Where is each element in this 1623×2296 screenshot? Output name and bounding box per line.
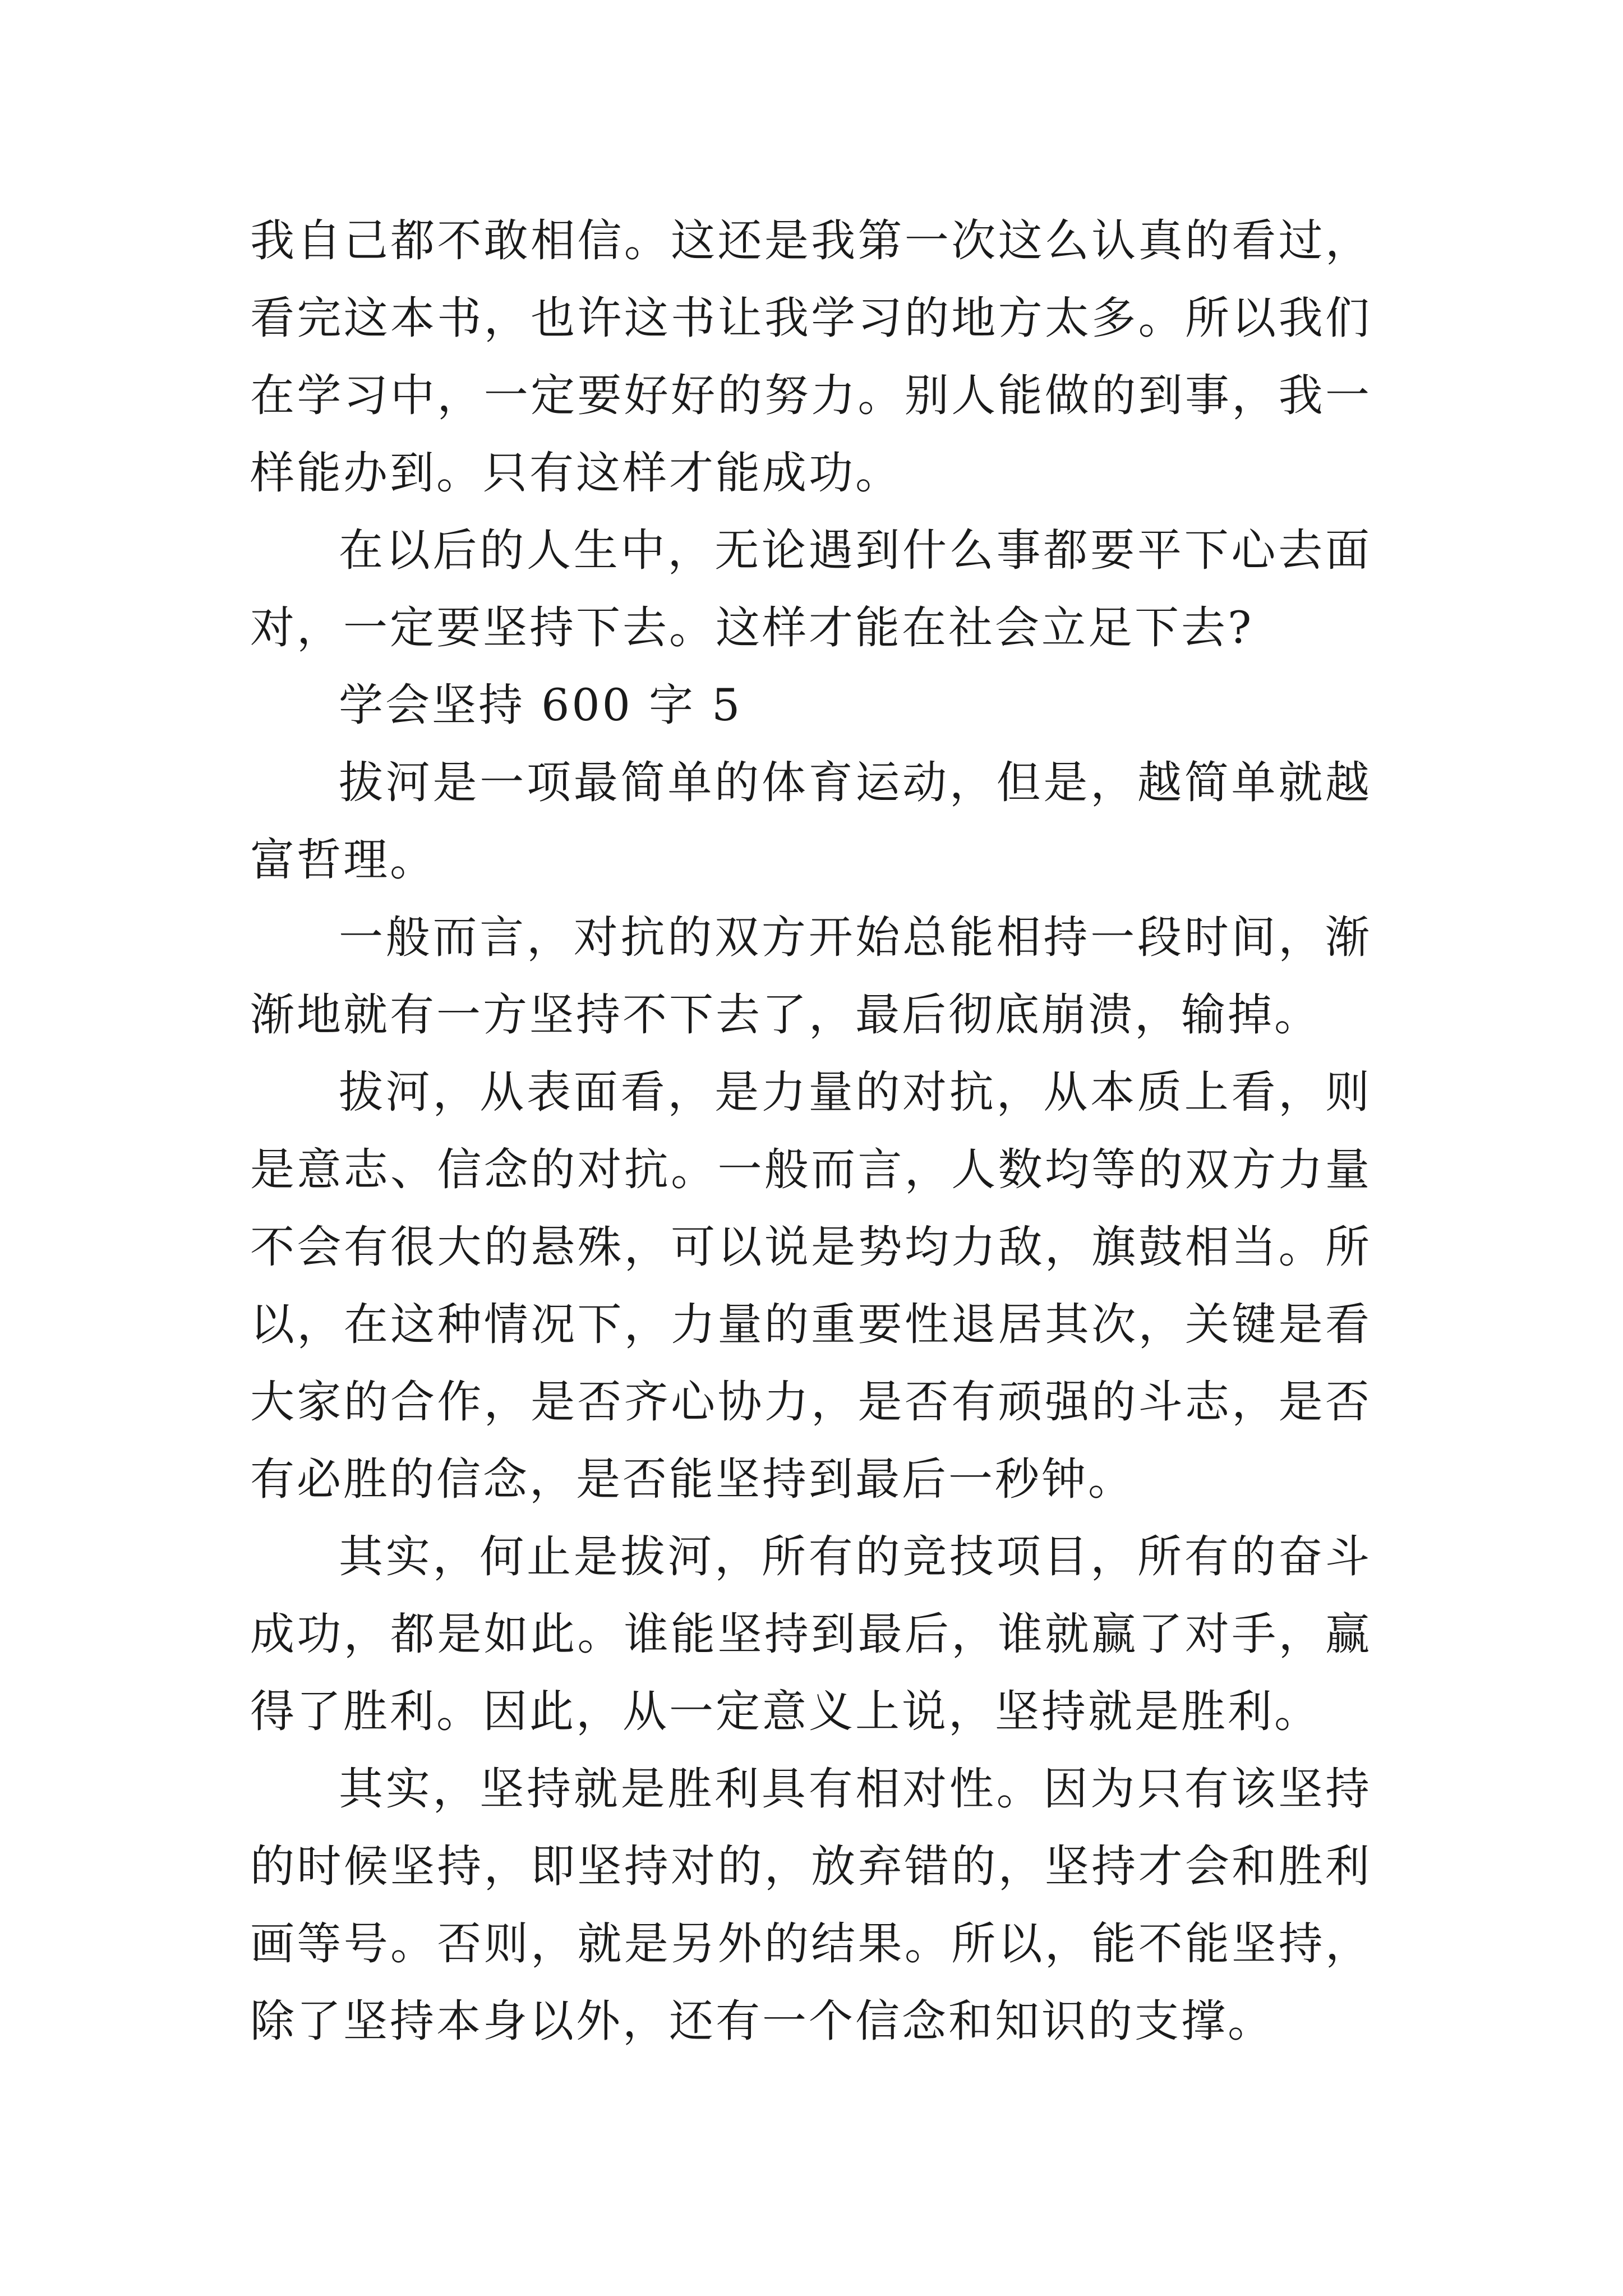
paragraph: 一般而言，对抗的双方开始总能相持一段时间，渐渐地就有一方坚持不下去了，最后彻底崩溃，输掉。 — [250, 912, 1372, 1041]
body-text — [250, 202, 1372, 2060]
paragraph: 在以后的人生中，无论遇到什么事都要平下心去面对，一定要坚持下去。这样才能在社会立足下去? — [250, 524, 1372, 654]
paragraph: 其实，何止是拔河，所有的竞技项目，所有的奋斗成功，都是如此。谁能坚持到最后，谁就赢了对手，赢得了胜利。因此，从一定意义上说，坚持就是胜利。 — [250, 1531, 1372, 1737]
paragraph: 拔河是一项最简单的体育运动，但是，越简单就越富哲理。 — [250, 757, 1372, 886]
paragraph: 拔河，从表面看，是力量的对抗，从本质上看，则是意志、信念的对抗。一般而言，人数均等的双方力量不会有很大的悬殊，可以说是势均力敌，旗鼓相当。所以，在这种情况下，力量的重要性退居其次，关键是看大家的合作，是否齐心协力，是否有顽强的斗志，是否有必胜的信念，是否能坚持到最后一秒钟。 — [250, 1066, 1372, 1505]
paragraph: 其实，坚持就是胜利具有相对性。因为只有该坚持的时候坚持，即坚持对的，放弃错的，坚持才会和胜利画等号。否则，就是另外的结果。所以，能不能坚持，除了坚持本身以外，还有一个信念和知识的支撑。 — [250, 1763, 1372, 2047]
section-heading: 学会坚持 600 字 5 — [339, 679, 743, 731]
paragraph-continuation: 我自己都不敢相信。这还是我第一次这么认真的看过，看完这本书，也许这书让我学习的地方太多。所以我们在学习中，一定要好好的努力。别人能做的到事，我一样能办到。只有这样才能成功。 — [250, 215, 1372, 499]
